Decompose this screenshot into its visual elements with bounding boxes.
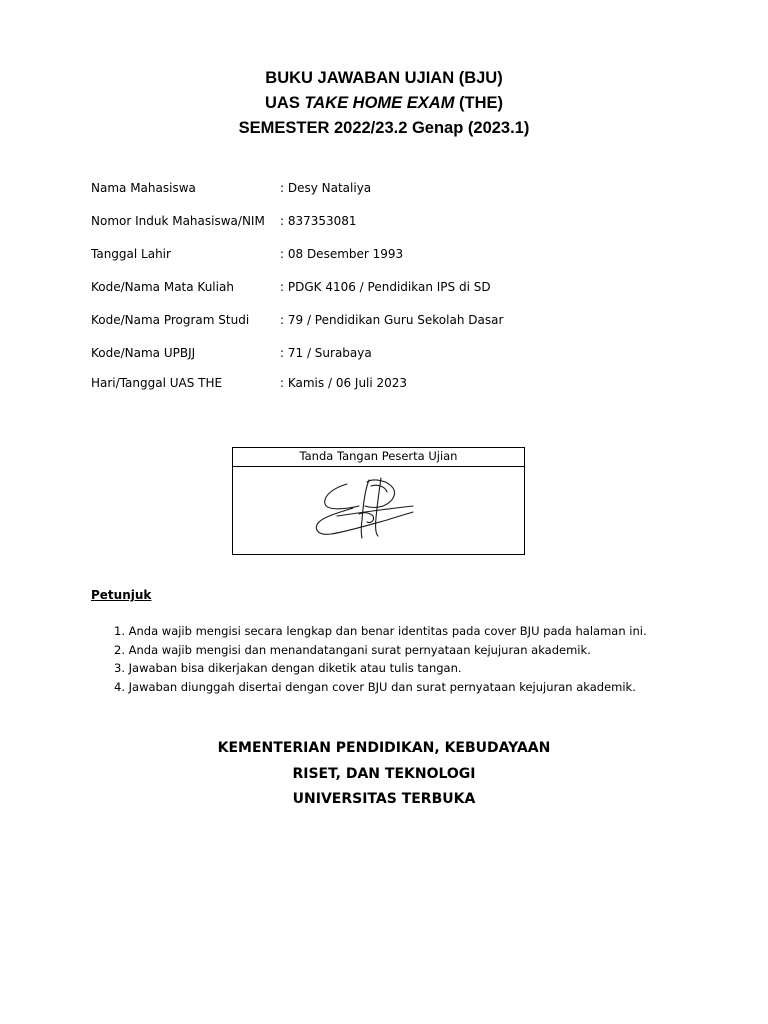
identity-value: : 79 / Pendidikan Guru Sekolah Dasar [280, 313, 504, 327]
institution-footer [0, 736, 768, 813]
identity-value: : 08 Desember 1993 [280, 247, 404, 261]
identity-label: Hari/Tanggal UAS THE [91, 376, 223, 390]
identity-label: Kode/Nama Mata Kuliah [91, 280, 234, 294]
title-line-1: BUKU JAWABAN UJIAN (BJU) [265, 69, 503, 87]
title-line-2: UAS TAKE HOME EXAM (THE) [264, 94, 504, 112]
identity-value: : 71 / Surabaya [280, 346, 372, 360]
identity-label: Kode/Nama UPBJJ [91, 346, 196, 360]
instruction-item: 4. Jawaban diunggah disertai dengan cover BJU dan surat pernyataan kejujuran akademik. [114, 679, 636, 694]
instruction-item: 2. Anda wajib mengisi dan menandatangani surat pernyataan kejujuran akademik. [114, 642, 591, 657]
document-title [0, 66, 768, 141]
footer-line-2: RISET, DAN TEKNOLOGI [292, 765, 476, 782]
instructions-title: Petunjuk [91, 588, 152, 602]
identity-label: Kode/Nama Program Studi [91, 313, 250, 327]
identity-label: Nama Mahasiswa [91, 181, 196, 195]
signature-box [232, 447, 525, 555]
instruction-item: 3. Jawaban bisa dikerjakan dengan diketik atau tulis tangan. [114, 661, 462, 675]
footer-line-3: UNIVERSITAS TERBUKA [292, 791, 476, 807]
identity-value: : Kamis / 06 Juli 2023 [280, 376, 408, 390]
title-line-3: SEMESTER 2022/23.2 Genap (2023.1) [238, 119, 530, 137]
signature-image [307, 476, 427, 546]
identity-value: : PDGK 4106 / Pendidikan IPS di SD [280, 280, 491, 294]
signature-heading: Tanda Tangan Peserta Ujian [233, 448, 524, 467]
identity-value: : 837353081 [280, 214, 357, 228]
footer-line-1: KEMENTERIAN PENDIDIKAN, KEBUDAYAAN [217, 740, 551, 756]
identity-value: : Desy Nataliya [280, 181, 372, 195]
identity-label: Nomor Induk Mahasiswa/NIM [91, 214, 265, 228]
instructions-list [114, 622, 647, 696]
identity-label: Tanggal Lahir [91, 247, 171, 261]
instruction-item: 1. Anda wajib mengisi secara lengkap dan benar identitas pada cover BJU pada halaman ini. [114, 624, 647, 638]
